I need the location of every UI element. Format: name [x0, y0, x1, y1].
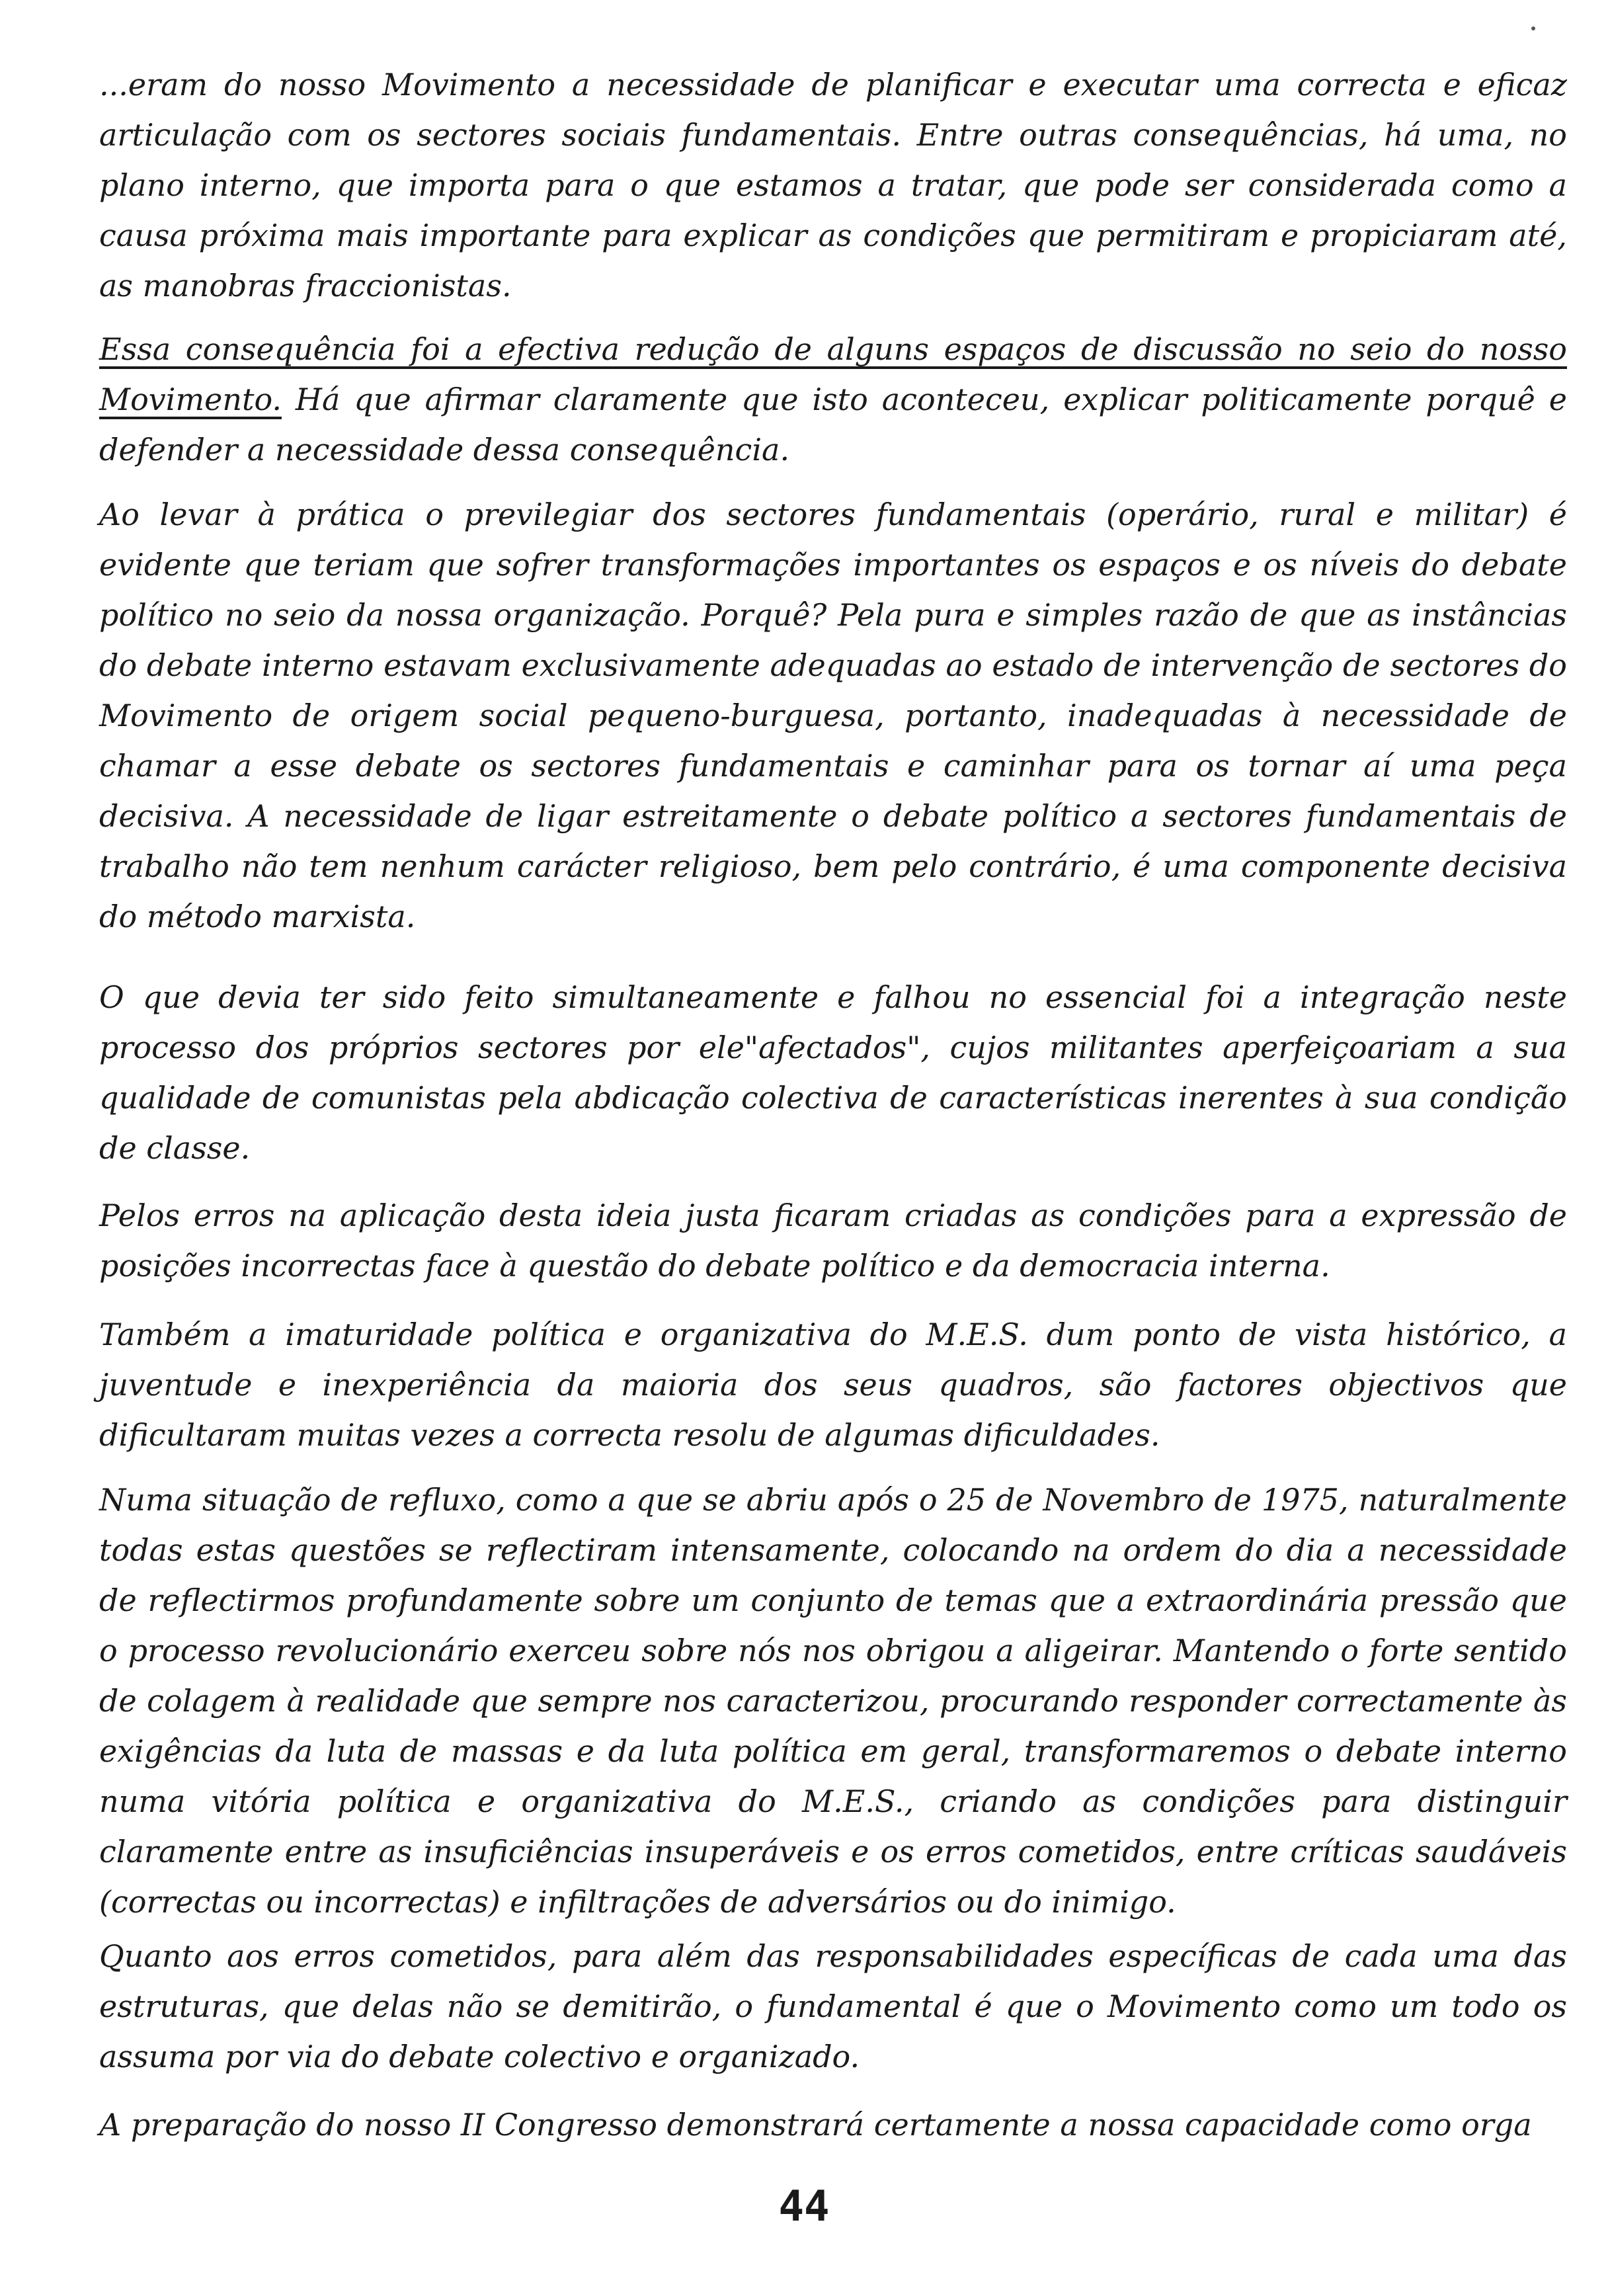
paragraph-6: Também a imaturidade política e organizativa do M.E.S. dum ponto de vista histórico, a juventude e inexperiência da maioria dos seus quadros, são factores objectivos que dificultaram muitas vezes a correcta resolu de algumas dificuldades.: [99, 1317, 1567, 1453]
scan-speck: [1531, 26, 1535, 30]
paragraph-7: Numa situação de refluxo, como a que se abriu após o 25 de Novembro de 1975, naturalmente todas estas questões se reflectiram intensamente, colocando na ordem do dia a necessidade de reflectirmos profundamente sobre um conjunto de temas que a extraordinária pressão que o processo revolucionário exerceu sobre nós nos obrigou a aligeirar. Mantendo o forte sentido de colagem à realidade que sempre nos caracterizou, procurando responder correctamente às exigências da luta de massas e da luta política em geral, transformaremos o debate interno numa vitória política e organizativa do M.E.S., criando as condições para distinguir claramente entre as insuficiências insuperáveis e os erros cometidos, entre críticas saudáveis (correctas ou incorrectas) e infiltrações de adversários ou do inimigo.: [99, 1482, 1567, 1920]
underlined-lead: Essa consequência foi a efectiva redução de alguns espaços de discussão no seio do nosso Movimento.: [99, 331, 1567, 417]
paragraph-1: ...eram do nosso Movimento a necessidade de planificar e executar uma correcta e eficaz articulação com os sectores sociais fundamentais. Entre outras consequências, há uma, no plano interno, que importa para o que estamos a tratar, que pode ser considerada como a causa próxima mais importante para explicar as condições que permitiram e propiciaram até, as manobras fraccionistas.: [99, 67, 1567, 304]
paragraph-9: A preparação do nosso II Congresso demonstrará certamente a nossa capacidade como orga: [99, 2107, 1532, 2143]
paragraph-2: [99, 324, 1567, 475]
paragraph-2-text: Há que afirmar claramente que isto aconteceu, explicar politicamente porquê e defender a necessidade dessa consequência.: [99, 382, 1568, 468]
paragraph-4: O que devia ter sido feito simultaneamente e falhou no essencial foi a integração neste processo dos próprios sectores por ele"afectados", cujos militantes aperfeiçoariam a sua qualidade de comunistas pela abdicação colectiva de características inerentes à sua condição de classe.: [99, 979, 1567, 1166]
page-number: 44: [778, 2182, 830, 2231]
paragraph-8: Quanto aos erros cometidos, para além das responsabilidades específicas de cada uma das estruturas, que delas não se demitirão, o fundamental é que o Movimento como um todo os assuma por via do debate colectivo e organizado.: [99, 1938, 1567, 2074]
paragraph-5: Pelos erros na aplicação desta ideia justa ficaram criadas as condições para a expressão de posições incorrectas face à questão do debate político e da democracia interna.: [99, 1198, 1567, 1284]
paragraph-3: Ao levar à prática o previlegiar dos sectores fundamentais (operário, rural e militar) é evidente que teriam que sofrer transformações importantes os espaços e os níveis do debate político no seio da nossa organização. Porquê? Pela pura e simples razão de que as instâncias do debate interno estavam exclusivamente adequadas ao estado de intervenção de sectores do Movimento de origem social pequeno-burguesa, portanto, inadequadas à necessidade de chamar a esse debate os sectores fundamentais e caminhar para os tornar aí uma peça decisiva. A necessidade de ligar estreitamente o debate político a sectores fundamentais de trabalho não tem nenhum carácter religioso, bem pelo contrário, é uma componente decisiva do método marxista.: [99, 497, 1567, 934]
